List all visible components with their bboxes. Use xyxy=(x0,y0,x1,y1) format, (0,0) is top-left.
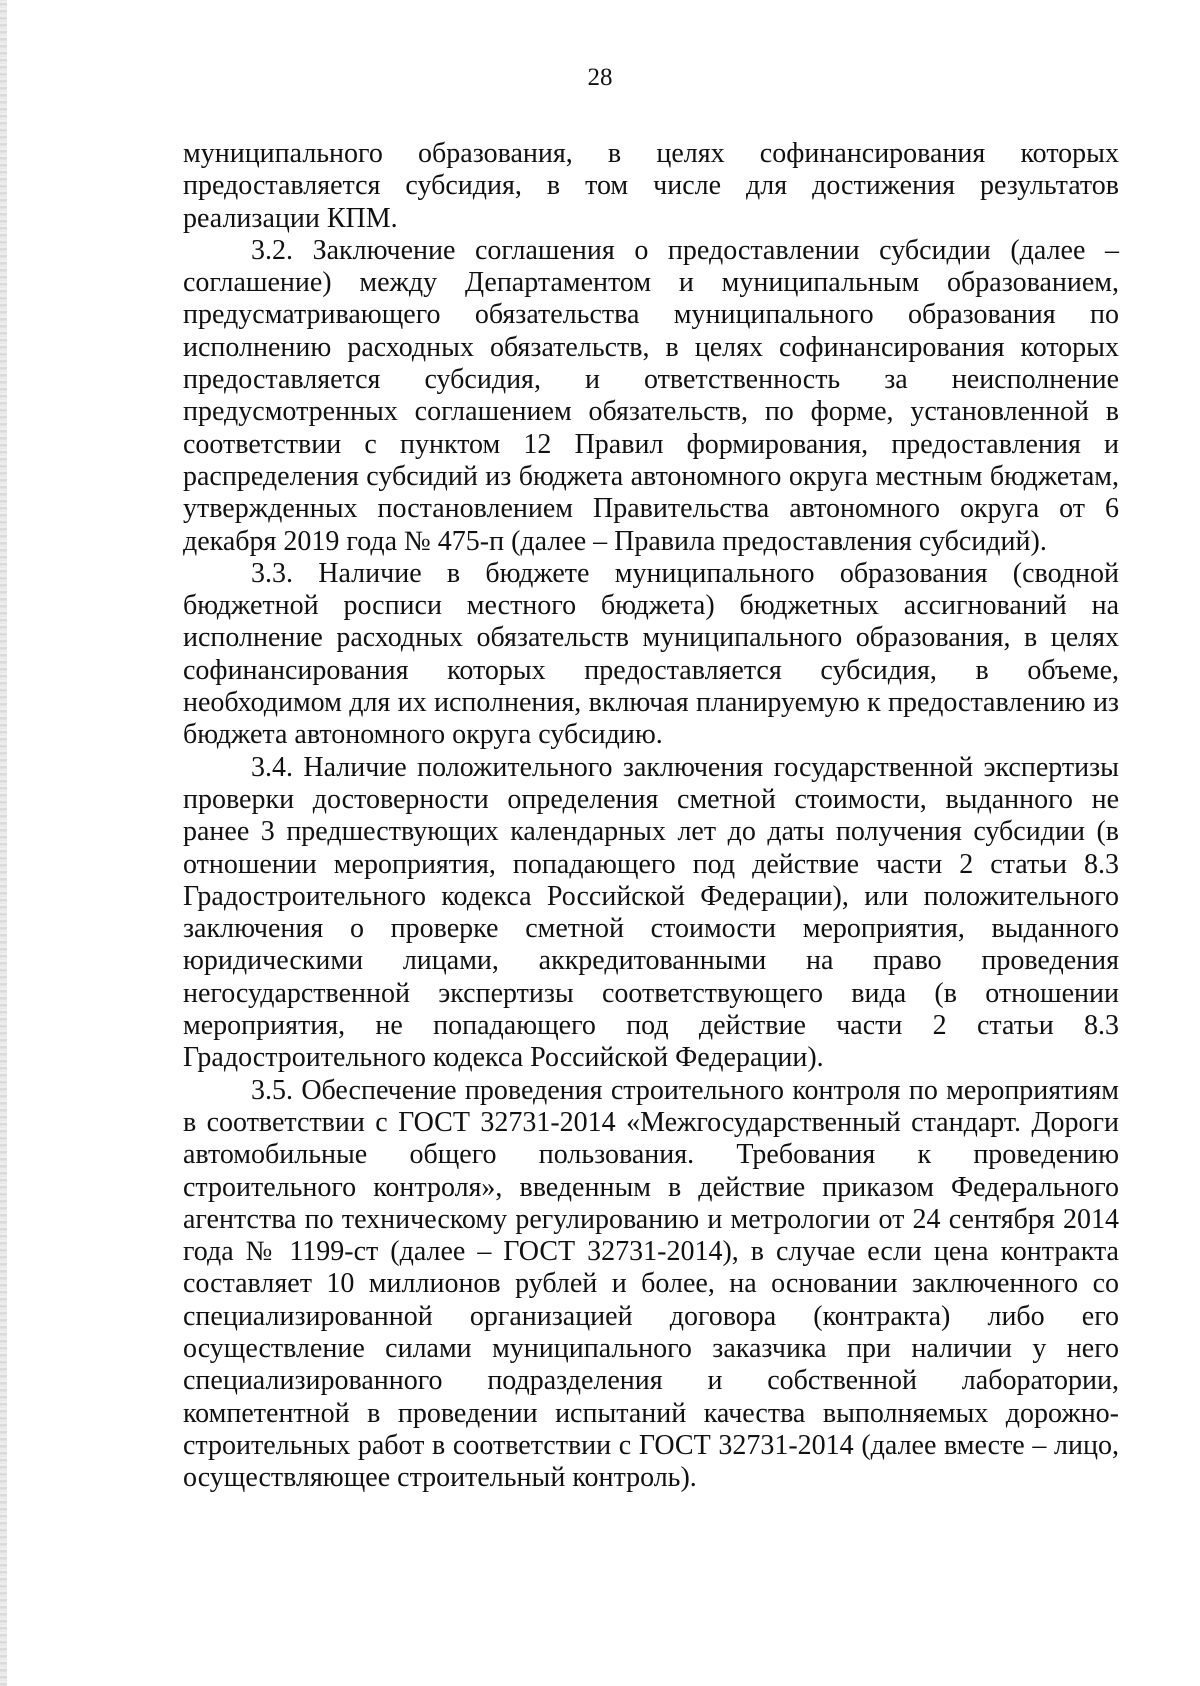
paragraph-3-3: 3.3. Наличие в бюджете муниципального образования (сводной бюджетной росписи местного бюджета) бюджетных ассигнований на исполнение расходных обязательств муниципального образования, в целях софинансирования которых предоставляется субсидия, в объеме, необходимом для их исполнения, включая планируемую к предоставлению из бюджета автономного округа субсидию. xyxy=(183,557,1119,751)
scan-edge-decoration xyxy=(0,0,7,1686)
document-body xyxy=(183,138,1119,1494)
paragraph-3-2: 3.2. Заключение соглашения о предоставлении субсидии (далее – соглашение) между Департаментом и муниципальным образованием, предусматривающего обязательства муниципального образования по исполнению расходных обязательств, в целях софинансирования которых предоставляется субсидия, и ответственность за неисполнение предусмотренных соглашением обязательств, по форме, установленной в соответствии с пунктом 12 Правил формирования, предоставления и распределения субсидий из бюджета автономного округа местным бюджетам, утвержденных постановлением Правительства автономного округа от 6 декабря 2019 года № 475-п (далее – Правила предоставления субсидий). xyxy=(183,234,1119,557)
paragraph-continuation: муниципального образования, в целях софинансирования которых предоставляется субсидия, в том числе для достижения результатов реализации КПМ. xyxy=(183,138,1119,234)
page-number: 28 xyxy=(587,64,613,91)
paragraph-3-5: 3.5. Обеспечение проведения строительного контроля по мероприятиям в соответствии с ГОСТ 32731-2014 «Межгосударственный стандарт. Дороги автомобильные общего пользования. Требования к проведению строительного контроля», введенным в действие приказом Федерального агентства по техническому регулированию и метрологии от 24 сентября 2014 года № 1199-ст (далее – ГОСТ 32731-2014), в случае если цена контракта составляет 10 миллионов рублей и более, на основании заключенного со специализированной организацией договора (контракта) либо его осуществление силами муниципального заказчика при наличии у него специализированного подразделения и собственной лаборатории, компетентной в проведении испытаний качества выполняемых дорожно-строительных работ в соответствии с ГОСТ 32731-2014 (далее вместе – лицо, осуществляющее строительный контроль). xyxy=(183,1074,1119,1494)
paragraph-3-4: 3.4. Наличие положительного заключения государственной экспертизы проверки достоверности определения сметной стоимости, выданного не ранее 3 предшествующих календарных лет до даты получения субсидии (в отношении мероприятия, попадающего под действие части 2 статьи 8.3 Градостроительного кодекса Российской Федерации), или положительного заключения о проверке сметной стоимости мероприятия, выданного юридическими лицами, аккредитованными на право проведения негосударственной экспертизы соответствующего вида (в отношении мероприятия, не попадающего под действие части 2 статьи 8.3 Градостроительного кодекса Российской Федерации). xyxy=(183,751,1119,1074)
